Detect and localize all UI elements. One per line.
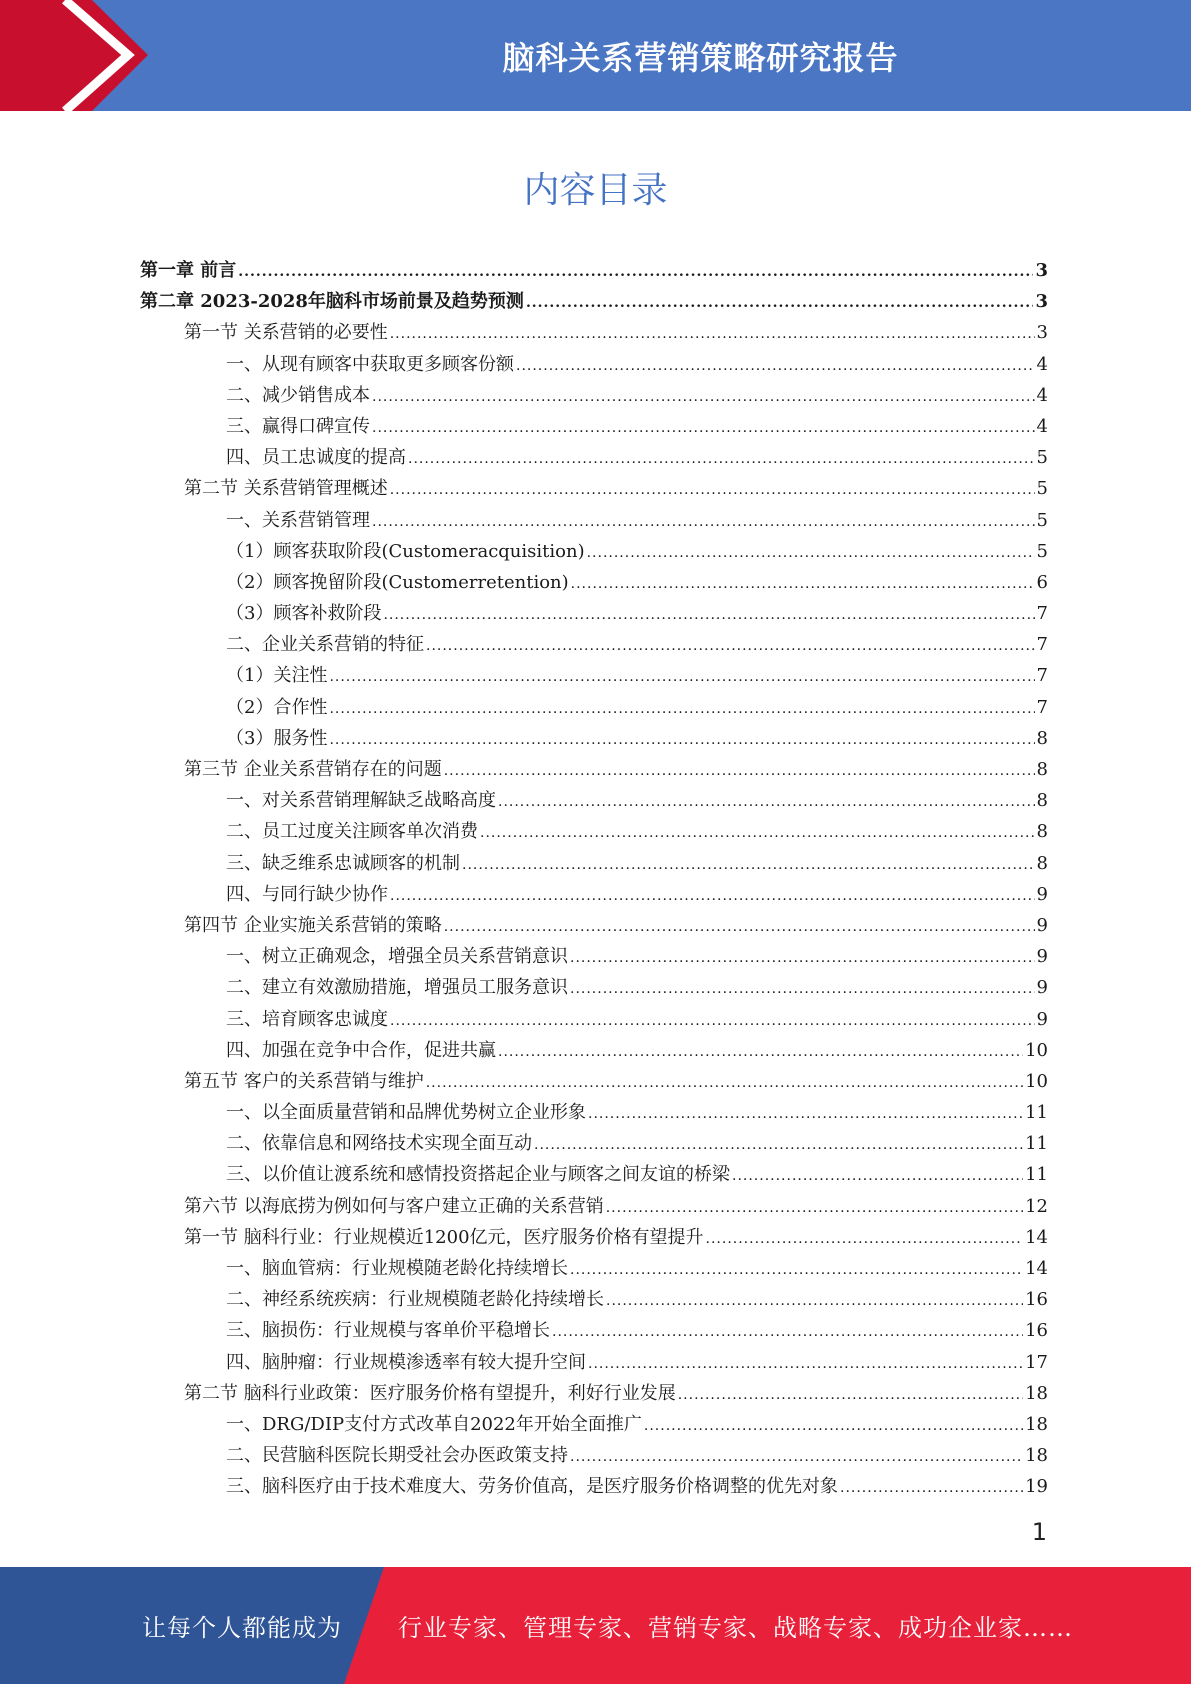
toc-entry-text: 二、建立有效激励措施，增强员工服务意识 [226, 977, 568, 999]
toc-entry-page: 8 [1036, 821, 1048, 843]
toc-entry-text: 四、脑肿瘤：行业规模渗透率有较大提升空间 [226, 1351, 586, 1373]
toc-leader-dots [390, 475, 1035, 506]
toc-entry-text: 第三节 企业关系营销存在的问题 [184, 759, 442, 780]
toc-leader-dots [444, 912, 1035, 943]
toc-entry-text: （2）顾客挽留阶段(Customerretention) [226, 571, 569, 593]
toc-entry-page: 19 [1025, 1476, 1048, 1498]
toc-entry-page: 11 [1025, 1164, 1048, 1186]
toc-leader-dots [238, 257, 1033, 288]
toc-entry-page: 5 [1036, 478, 1048, 500]
toc-entry-text: 第二章 2023-2028年脑科市场前景及趋势预测 [140, 291, 524, 313]
toc-entry[interactable] [140, 286, 1048, 317]
toc-entry-page: 7 [1036, 696, 1048, 718]
toc-leader-dots [732, 1161, 1023, 1192]
toc-entry[interactable] [140, 505, 1048, 536]
toc-leader-dots [390, 1006, 1035, 1037]
footer-slogan-left: 让每个人都能成为 [142, 1614, 342, 1642]
toc-entry-page: 8 [1036, 727, 1048, 749]
toc-leader-dots [606, 1193, 1023, 1224]
toc-entry[interactable] [140, 473, 1048, 504]
toc-entry-page: 14 [1025, 1258, 1048, 1279]
toc-entry[interactable] [140, 567, 1048, 598]
toc-entry-text: 一、树立正确观念，增强全员关系营销意识 [226, 946, 568, 968]
toc-leader-dots [570, 943, 1035, 974]
toc-leader-dots [329, 694, 1034, 725]
toc-entry-text: 三、以价值让渡系统和感情投资搭起企业与顾客之间友谊的桥梁 [226, 1164, 730, 1186]
toc-entry[interactable] [140, 1347, 1048, 1378]
toc-entry-text: 二、员工过度关注顾客单次消费 [226, 821, 478, 843]
toc-entry-page: 3 [1035, 260, 1048, 281]
toc-entry-page: 3 [1035, 291, 1048, 313]
toc-leader-dots [644, 1411, 1023, 1442]
toc-entry-page: 4 [1036, 415, 1048, 437]
toc-entry[interactable] [140, 1315, 1048, 1346]
toc-entry-text: 第五节 客户的关系营销与维护 [184, 1070, 424, 1092]
toc-entry-page: 12 [1025, 1195, 1048, 1217]
toc-entry[interactable] [140, 754, 1048, 785]
toc-entry-text: 三、脑损伤：行业规模与客单价平稳增长 [226, 1320, 550, 1342]
toc-entry[interactable] [140, 1004, 1048, 1035]
toc-leader-dots [390, 881, 1035, 912]
toc-entry[interactable] [140, 629, 1048, 660]
toc-entry-page: 8 [1036, 852, 1048, 874]
toc-leader-dots [534, 1130, 1023, 1161]
toc-leader-dots [516, 351, 1035, 382]
toc-entry[interactable] [140, 598, 1048, 629]
toc-entry[interactable] [140, 1440, 1048, 1471]
toc-entry-page: 17 [1025, 1351, 1048, 1373]
toc-entry-text: 第二节 脑科行业政策：医疗服务价格有望提升，利好行业发展 [184, 1382, 676, 1404]
toc-entry-page: 9 [1036, 883, 1048, 905]
toc-entry-page: 5 [1036, 540, 1048, 562]
toc-entry[interactable] [140, 349, 1048, 380]
toc-leader-dots [372, 382, 1035, 413]
toc-entry-text: 一、关系营销管理 [226, 509, 370, 531]
toc-entry[interactable] [140, 1159, 1048, 1190]
toc-entry[interactable] [140, 1409, 1048, 1440]
toc-leader-dots [408, 444, 1035, 475]
toc-entry-text: 一、从现有顾客中获取更多顾客份额 [226, 353, 514, 375]
toc-entry-page: 3 [1036, 322, 1048, 344]
toc-leader-dots [706, 1224, 1024, 1255]
toc-entry-page: 7 [1036, 603, 1048, 625]
toc-entry[interactable] [140, 1378, 1048, 1409]
toc-leader-dots [426, 631, 1035, 662]
toc-entry-text: 一、对关系营销理解缺乏战略高度 [226, 790, 496, 812]
toc-entry-text: 二、神经系统疾病：行业规模随老龄化持续增长 [226, 1289, 604, 1311]
toc-leader-dots [329, 725, 1034, 756]
toc-entry[interactable] [140, 255, 1048, 286]
toc-leader-dots [390, 319, 1035, 350]
toc-entry-page: 18 [1025, 1445, 1048, 1467]
toc-entry-text: 一、脑血管病：行业规模随老龄化持续增长 [226, 1258, 568, 1279]
header-bar [0, 0, 1191, 111]
toc-entry[interactable] [140, 941, 1048, 972]
toc-leader-dots [444, 756, 1035, 787]
toc-entry-page: 9 [1036, 1008, 1048, 1030]
table-of-contents [140, 255, 1048, 1503]
toc-leader-dots [498, 1037, 1023, 1068]
toc-entry[interactable] [140, 317, 1048, 348]
toc-entry-text: 二、民营脑科医院长期受社会办医政策支持 [226, 1445, 568, 1467]
toc-entry-text: 一、DRG/DIP支付方式改革自2022年开始全面推广 [226, 1413, 642, 1435]
toc-leader-dots [480, 818, 1035, 849]
toc-leader-dots [678, 1380, 1023, 1411]
toc-entry-page: 16 [1025, 1320, 1048, 1342]
toc-leader-dots [498, 787, 1035, 818]
toc-entry-page: 9 [1036, 946, 1048, 968]
toc-leader-dots [552, 1317, 1023, 1348]
toc-entry[interactable] [140, 785, 1048, 816]
toc-entry-text: （3）服务性 [226, 727, 328, 749]
toc-entry-text: 四、与同行缺少协作 [226, 883, 388, 905]
toc-entry-page: 9 [1036, 914, 1048, 936]
toc-leader-dots [570, 974, 1035, 1005]
toc-entry-page: 7 [1036, 634, 1048, 656]
toc-entry-text: 第一节 关系营销的必要性 [184, 322, 388, 344]
toc-entry-text: （2）合作性 [226, 696, 328, 718]
toc-heading: 内容目录 [523, 170, 668, 211]
toc-entry-page: 8 [1036, 790, 1048, 812]
toc-leader-dots [570, 1255, 1023, 1286]
toc-entry-text: 第四节 企业实施关系营销的策略 [184, 914, 442, 936]
toc-leader-dots [587, 538, 1035, 569]
toc-entry[interactable] [140, 442, 1048, 473]
footer-slogan-right: 行业专家、管理专家、营销专家、战略专家、成功企业家…… [398, 1614, 1073, 1642]
toc-entry-page: 16 [1025, 1289, 1048, 1311]
toc-entry[interactable] [140, 879, 1048, 910]
toc-entry[interactable] [140, 1035, 1048, 1066]
toc-entry-page: 5 [1036, 509, 1048, 531]
toc-entry-page: 10 [1025, 1039, 1048, 1061]
toc-entry[interactable] [140, 1066, 1048, 1097]
toc-entry-page: 9 [1036, 977, 1048, 999]
toc-entry-page: 6 [1036, 571, 1048, 593]
toc-entry-text: 四、员工忠诚度的提高 [226, 447, 406, 469]
document-title: 脑科关系营销策略研究报告 [502, 38, 899, 77]
toc-leader-dots [372, 413, 1035, 444]
toc-entry-text: 四、加强在竞争中合作，促进共赢 [226, 1039, 496, 1061]
toc-entry-page: 18 [1025, 1382, 1048, 1404]
toc-entry-text: （3）顾客补救阶段 [226, 603, 382, 625]
toc-entry[interactable] [140, 1471, 1048, 1502]
toc-leader-dots [329, 662, 1034, 693]
toc-entry[interactable] [140, 660, 1048, 691]
toc-entry[interactable] [140, 848, 1048, 879]
toc-entry-page: 5 [1036, 447, 1048, 469]
toc-entry[interactable] [140, 972, 1048, 1003]
toc-entry-page: 7 [1036, 665, 1048, 687]
toc-entry-text: 三、缺乏维系忠诚顾客的机制 [226, 852, 460, 874]
toc-entry[interactable] [140, 1253, 1048, 1284]
toc-entry-text: 三、培育顾客忠诚度 [226, 1008, 388, 1030]
toc-entry[interactable] [140, 536, 1048, 567]
footer-banner [0, 1567, 1191, 1684]
toc-entry[interactable] [140, 1222, 1048, 1253]
toc-entry[interactable] [140, 1191, 1048, 1222]
toc-leader-dots [571, 569, 1035, 600]
toc-entry-page: 4 [1036, 353, 1048, 375]
toc-entry-page: 18 [1025, 1413, 1048, 1435]
toc-entry[interactable] [140, 816, 1048, 847]
toc-entry-text: 第一章 前言 [140, 260, 237, 281]
toc-entry[interactable] [140, 380, 1048, 411]
toc-entry[interactable] [140, 723, 1048, 754]
page-number: 1 [1031, 1518, 1047, 1546]
toc-entry-text: （1）关注性 [226, 665, 328, 687]
toc-leader-dots [588, 1349, 1023, 1380]
toc-entry[interactable] [140, 411, 1048, 442]
toc-entry-text: 三、赢得口碑宣传 [226, 415, 370, 437]
toc-leader-dots [606, 1286, 1023, 1317]
toc-entry-text: 三、脑科医疗由于技术难度大、劳务价值高，是医疗服务价格调整的优先对象 [226, 1476, 838, 1498]
toc-entry-text: （1）顾客获取阶段(Customeracquisition) [226, 540, 585, 562]
toc-entry-page: 10 [1025, 1070, 1048, 1092]
toc-entry-text: 一、以全面质量营销和品牌优势树立企业形象 [226, 1102, 586, 1124]
toc-leader-dots [426, 1068, 1023, 1099]
toc-leader-dots [372, 507, 1035, 538]
toc-entry[interactable] [140, 1097, 1048, 1128]
toc-entry[interactable] [140, 692, 1048, 723]
toc-entry[interactable] [140, 1128, 1048, 1159]
toc-entry-page: 11 [1025, 1133, 1048, 1155]
toc-leader-dots [383, 600, 1034, 631]
toc-leader-dots [570, 1442, 1023, 1473]
toc-leader-dots [462, 850, 1035, 881]
toc-leader-dots [840, 1473, 1023, 1504]
toc-entry[interactable] [140, 910, 1048, 941]
toc-leader-dots [588, 1099, 1023, 1130]
toc-entry-page: 14 [1025, 1226, 1048, 1248]
toc-entry-page: 11 [1025, 1102, 1048, 1124]
toc-entry-text: 第二节 关系营销管理概述 [184, 478, 388, 500]
toc-entry-text: 二、减少销售成本 [226, 384, 370, 406]
toc-leader-dots [526, 288, 1034, 319]
toc-entry-page: 8 [1036, 759, 1048, 780]
toc-entry-text: 二、依靠信息和网络技术实现全面互动 [226, 1133, 532, 1155]
toc-entry-text: 第一节 脑科行业：行业规模近1200亿元，医疗服务价格有望提升 [184, 1226, 704, 1248]
toc-entry-text: 二、企业关系营销的特征 [226, 634, 424, 656]
toc-entry[interactable] [140, 1284, 1048, 1315]
toc-entry-text: 第六节 以海底捞为例如何与客户建立正确的关系营销 [184, 1195, 604, 1217]
toc-entry-page: 4 [1036, 384, 1048, 406]
